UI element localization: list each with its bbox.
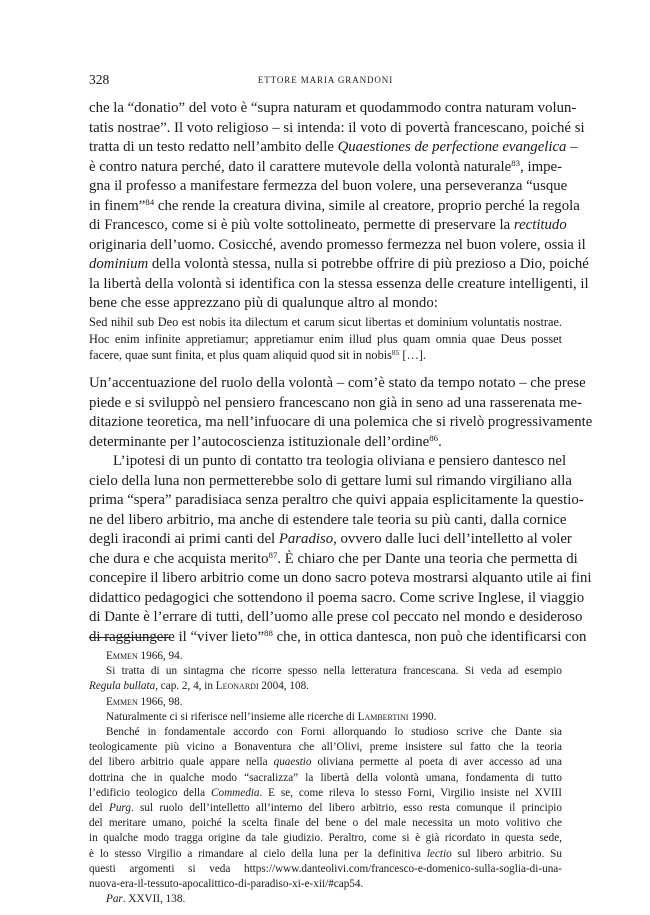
text-line: didattico pedagogici che sottendono il poema sacro. Come scrive Inglese, il viaggio (89, 589, 585, 606)
text-line: ditazione teoretica, ma nell’infuocare di una polemica che si rivelò progressivamente (89, 414, 593, 430)
footnote-line: Benché in fondamentale accordo con Forni allorquando lo studioso scrive che Dante sia (106, 726, 562, 739)
text-line: L’ipotesi di un punto di contatto tra teologia oliviana e pensiero dantesco nel (113, 453, 567, 469)
text-line: la libertà della volontà si identifica con la stessa essenza delle creature intelligenti, il (89, 275, 589, 292)
footnote-line: nuova-era-il-tessuto-apocalittico-di-paradiso-xi-e-xii/#cap54. (89, 878, 364, 891)
footnote-line: questi argomenti si veda https://www.danteolivi.com/francesco-e-domenico-sulla-soglia-di-una- (89, 862, 562, 875)
text-line: è contro natura perché, dato il carattere mutevole della volontà naturale$^{83}$, impe- (89, 157, 563, 175)
body-paragraph-2 (89, 374, 593, 452)
footnote-line: Emmen 1966, 98. (106, 695, 183, 708)
text-line: tatis nostrae”. Il voto religioso – si intenda: il voto di povertà francescano, poiché si (89, 119, 585, 136)
block-quote (89, 314, 562, 364)
text-line: di Dante è l’errare di tutti, dell’uomo alle prese col peccato nel mondo e desideroso (89, 609, 583, 625)
footnote-line: Par. XXVII, 138. (106, 893, 186, 906)
running-head: ETTORE MARIA GRANDONI (257, 75, 394, 85)
footnote-line: del meritare umano, poiché la scelta finale del bene o del male necessita un moto volitivo che (89, 817, 562, 830)
footnote-line: dottrina che in qualche modo “sacralizza” la libertà della volontà umana, fondamenta di tutto (89, 771, 562, 784)
footnote-line: Regula bullata, cap. 2, 4, in Leonardi 2004, 108. (89, 680, 309, 693)
text-line: bene che esse apprezzano più di qualunque altro al mondo: (89, 295, 438, 311)
footnote-line: è lo stesso Virgilio a rimandare al cielo della luna per la definitiva lectio sul libero arbitrio. Su (89, 847, 562, 860)
text-line: Un’accentuazione del ruolo della volontà – com’è stato da tempo notato – che prese (89, 375, 586, 391)
footnote-line: teologicamente più vicino a Bonaventura che all’Olivi, preme insistere sul fatto che la teoria (89, 741, 562, 754)
body-paragraph-3 (89, 452, 592, 647)
quote-line: Sed nihil sub Deo est nobis ita dilectum et carum sicut libertas et dominium voluntatis nostrae. (89, 315, 562, 329)
text-line: di Francesco, come si è più volte sottolineato, permette di preservare la rectitudo (89, 217, 567, 233)
text-line: determinante per l’autocoscienza istituzionale dell’ordine$^{86}$. (89, 432, 442, 450)
footnote-line: Naturalmente ci si riferisce nell’insieme alle ricerche di Lambertini 1990. (106, 710, 437, 723)
text-line: che la “donatio” del voto è “supra naturam et quodammodo contra naturam volun- (89, 100, 577, 116)
text-line: ne del libero arbitrio, ma anche di estendere tale teoria su più canti, dalla cornice (89, 511, 567, 528)
footnote-line: in qualche modo tragga origine da tale giudizio. Peraltro, come si è già ricordato in questa sede, (89, 832, 562, 845)
text-line: dominium della volontà stessa, nulla si potrebbe offrire di più prezioso a Dio, poiché (89, 256, 589, 272)
body-paragraph-1 (89, 99, 589, 314)
quote-line: facere, quae sunt finita, et plus quam aliquid quod sit in nobis$^{85}$ […]. (89, 348, 426, 363)
text-line: degli iracondi ai primi canti del Paradiso, ovvero dalle luci dell’intelletto al voler (89, 531, 572, 547)
text-line: originaria dell’uomo. Cosicché, avendo promesso fermezza nel buon volere, ossia il (89, 236, 586, 253)
quote-line: Hoc enim infinite appretiamur; appretiamur enim illud plus quam omnia quae Deus posset (89, 331, 562, 346)
text-line: tratta di un testo redatto nell’ambito delle Quaestiones de perfectione evangelica – (89, 139, 578, 155)
footnote-line: Si tratta di un sintagma che ricorre spesso nella letteratura francescana. Si veda ad esempio (106, 665, 562, 678)
footnotes (89, 649, 562, 907)
text-line: che dura e che acquista merito$^{87}$. È chiaro che per Dante una teoria che permetta di (89, 549, 578, 567)
text-line: in finem”$^{84}$ che rende la creatura divina, simile al creatore, proprio perché la regola (89, 196, 580, 214)
footnote-line: l’edificio teologico della Commedia. E se, come rileva lo stesso Forni, Virgilio insiste nel XVIII (89, 786, 563, 799)
text-line: concepire il libero arbitrio come un dono sacro poteva mostrarsi alquanto utile ai fini (89, 570, 592, 586)
text-line: prima “spera” paradisiaca senza peraltro che quivi appaia esplicitamente la questio- (89, 492, 584, 508)
text-line: piede e si sviluppò nel pensiero francescano non già in seno ad una rasserenata me- (89, 394, 583, 411)
text-line: di raggiungere il “viver lieto”$^{88}$ che, in ottica dantesca, non può che identificarsi con (89, 627, 587, 645)
text-line: gna il professo a manifestare fermezza del buon volere, una perseveranza “usque (89, 178, 568, 194)
footnote-line: del libero arbitrio quale appare nella quaestio oliviana permette al poeta di aver accesso ad una (89, 756, 562, 769)
footnote-line: del Purg. sul ruolo dell’intelletto all’interno del libero arbitrio, esso resta comunque il principio (89, 802, 563, 815)
text-line: cielo della luna non permetterebbe solo di gettare lumi sul rimando virgiliano alla (89, 472, 572, 489)
footnote-divider (89, 637, 170, 638)
page-number: 328 (89, 72, 110, 87)
footnote-line: Emmen 1966, 94. (106, 650, 183, 662)
